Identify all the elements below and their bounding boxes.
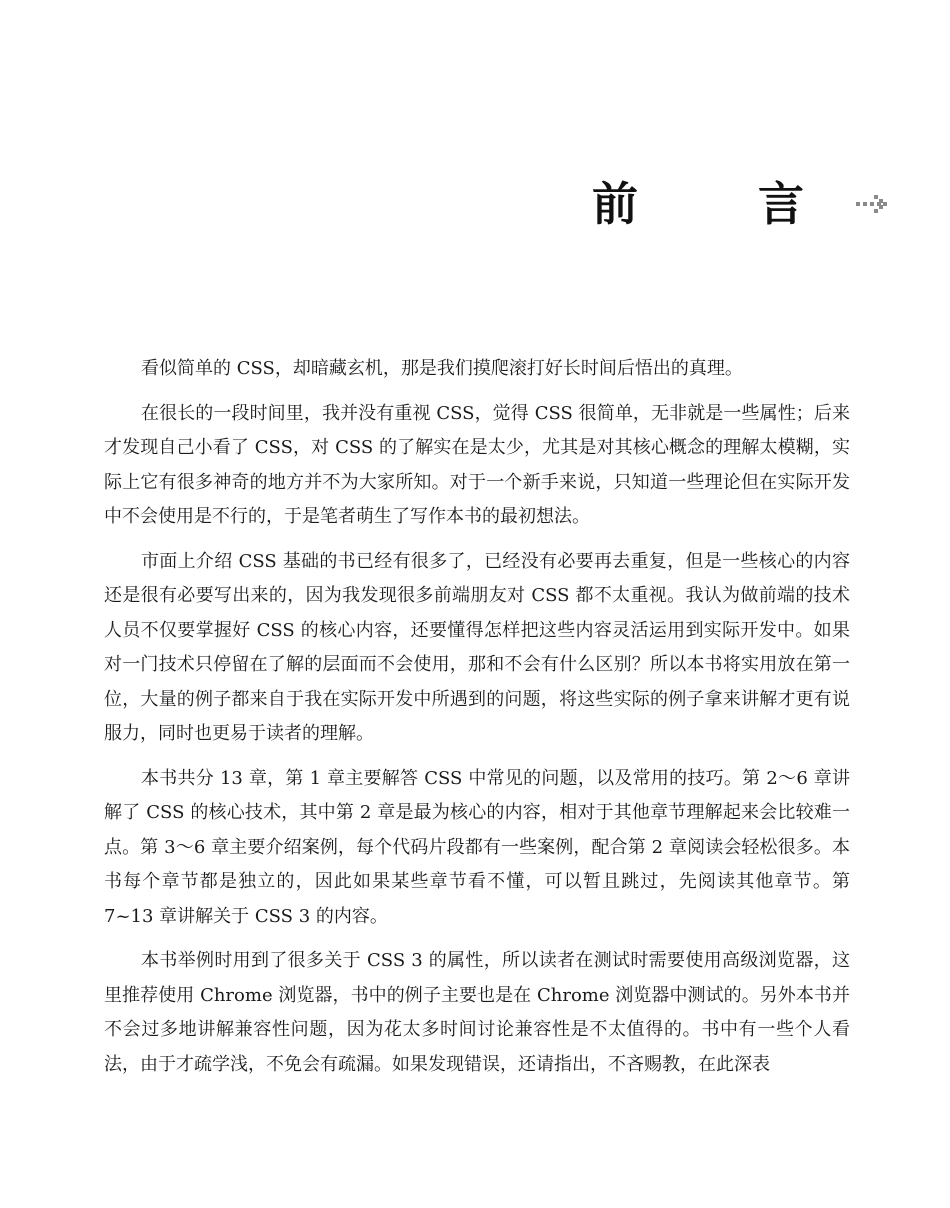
paragraph-4: 本书共分 13 章，第 1 章主要解答 CSS 中常见的问题，以及常用的技巧。第 2～6 章讲解了 CSS 的核心技术，其中第 2 章是最为核心的内容，相对于其他章节理解起来会比较难一点。第 3～6 章主要介绍案例，每个代码片段都有一些案例，配合第 2 章阅读会轻松很多。本书每个章节都是独立的，因此如果某些章节看不懂，可以暂且跳过，先阅读其他章节。第 7~13 章讲解关于 CSS 3 的内容。 xyxy=(104,767,850,927)
preface-heading xyxy=(592,174,894,234)
preface-body xyxy=(104,352,850,1092)
paragraph-1: 看似简单的 CSS，却暗藏玄机，那是我们摸爬滚打好长时间后悟出的真理。 xyxy=(141,358,743,379)
paragraph-3: 市面上介绍 CSS 基础的书已经有很多了，已经没有必要再去重复，但是一些核心的内容还是很有必要写出来的，因为我发现很多前端朋友对 CSS 都不太重视。我认为做前端的技术人员不仅要掌握好 CSS 的核心内容，还要懂得怎样把这些内容灵活运用到实际开发中。如果对一门技术只停留在了解的层面而不会使用，那和不会有什么区别？所以本书将实用放在第一位，大量的例子都来自于我在实际开发中所遇到的问题，将这些实际的例子拿来讲解才更有说服力，同时也更易于读者的理解。 xyxy=(104,550,850,744)
paragraph-5: 本书举例时用到了很多关于 CSS 3 的属性，所以读者在测试时需要使用高级浏览器，这里推荐使用 Chrome 浏览器，书中的例子主要也是在 Chrome 浏览器中测试的。另外本书并不会过多地讲解兼容性问题，因为花太多时间讨论兼容性是不太值得的。书中有一些个人看法，由于才疏学浅，不免会有疏漏。如果发现错误，还请指出，不吝赐教，在此深表 xyxy=(104,950,850,1075)
page-title: 前 言 xyxy=(591,177,856,231)
paragraph-2: 在很长的一段时间里，我并没有重视 CSS，觉得 CSS 很简单，无非就是一些属性；后来才发现自己小看了 CSS，对 CSS 的了解实在是太少，尤其是对其核心概念的理解太模糊，实际上它有很多神奇的地方并不为大家所知。对于一个新手来说，只知道一些理论但在实际开发中不会使用是不行的，于是笔者萌生了写作本书的最初想法。 xyxy=(104,402,850,527)
dotted-arrow-icon xyxy=(854,190,894,218)
